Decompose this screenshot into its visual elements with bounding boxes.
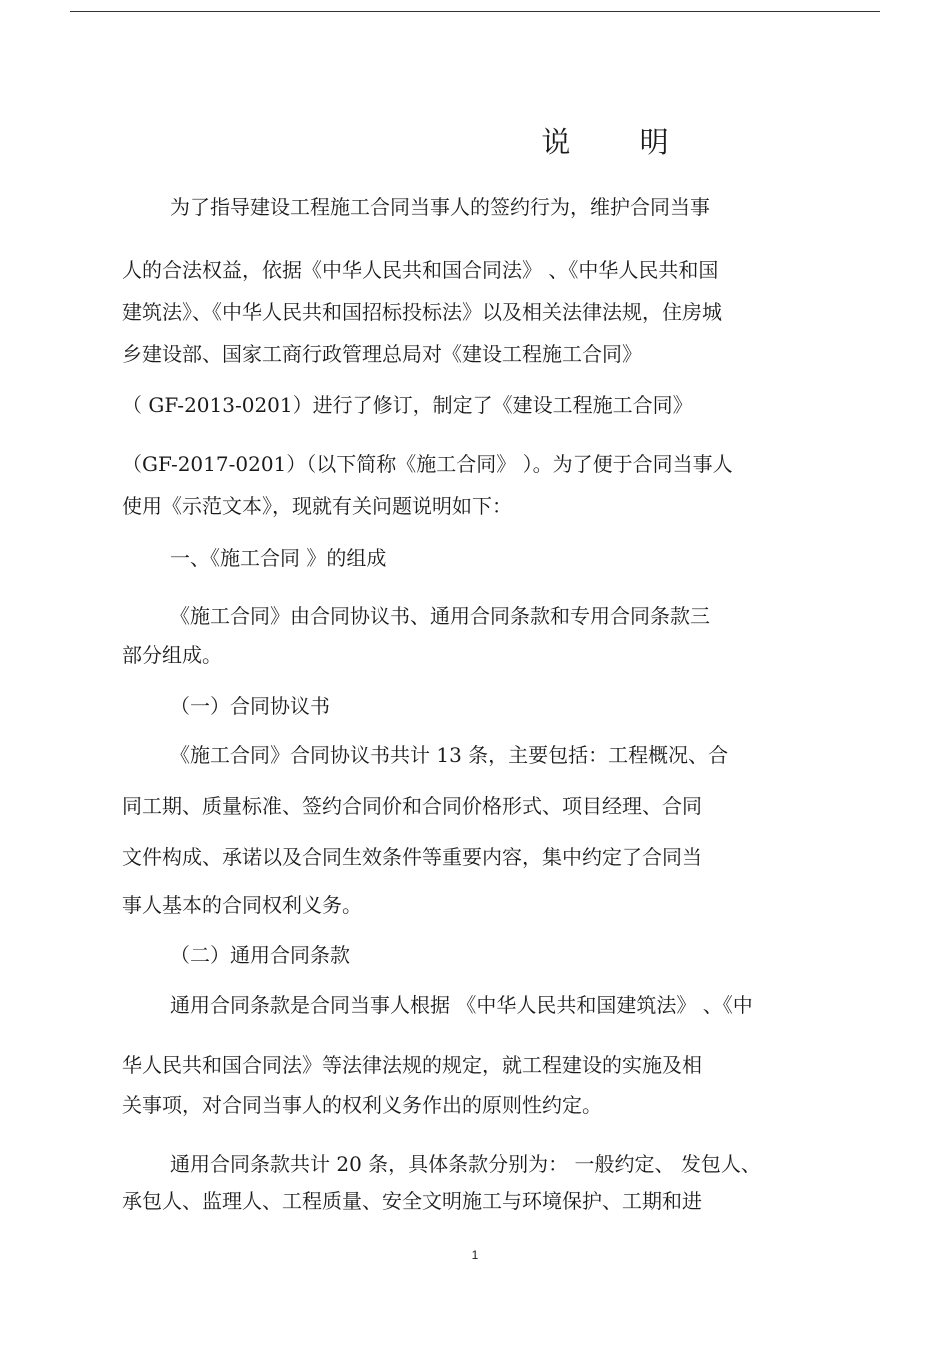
text-line: 关事项，对合同当事人的权利义务作出的原则性约定。 <box>122 1093 602 1117</box>
text-line: 事人基本的合同权利义务。 <box>122 893 362 917</box>
text-line: （GF-2017-0201）（以下简称《施工合同》 ）。为了便于合同当事人 <box>122 452 733 476</box>
text-line: 《施工合同》合同协议书共计 13 条，主要包括：工程概况、合 <box>170 743 729 767</box>
text-line: 承包人、监理人、工程质量、安全文明施工与环境保护、工期和进 <box>122 1189 702 1213</box>
text-line: 文件构成、承诺以及合同生效条件等重要内容，集中约定了合同当 <box>122 845 702 869</box>
text-line: 使用《示范文本》，现就有关问题说明如下： <box>122 494 512 518</box>
text-line: 华人民共和国合同法》等法律法规的规定，就工程建设的实施及相 <box>122 1053 702 1077</box>
text-line: 《施工合同》由合同协议书、通用合同条款和专用合同条款三 <box>170 604 710 628</box>
page-title: 说 明 <box>541 125 699 159</box>
text-line: 部分组成。 <box>122 643 222 667</box>
text-line: 为了指导建设工程施工合同当事人的签约行为，维护合同当事 <box>170 195 710 219</box>
text-line: （ GF-2013-0201）进行了修订，制定了《建设工程施工合同》 <box>122 393 693 417</box>
subsection-heading: （一）合同协议书 <box>170 694 330 718</box>
text-line: 乡建设部、国家工商行政管理总局对《建设工程施工合同》 <box>122 342 642 366</box>
page-number: 1 <box>471 1248 479 1262</box>
text-line: 人的合法权益，依据《中华人民共和国合同法》 、《中华人民共和国 <box>122 258 719 282</box>
text-line: 建筑法》、《中华人民共和国招标投标法》以及相关法律法规，住房城 <box>122 300 722 324</box>
text-line: 同工期、质量标准、签约合同价和合同价格形式、项目经理、合同 <box>122 794 702 818</box>
subsection-heading: （二）通用合同条款 <box>170 943 350 967</box>
text-line: 通用合同条款共计 20 条，具体条款分别为： 一般约定、 发包人、 <box>170 1152 761 1176</box>
header-rule <box>70 11 880 12</box>
section-heading: 一、《施工合同 》的组成 <box>170 546 387 570</box>
text-line: 通用合同条款是合同当事人根据 《中华人民共和国建筑法》 、《中 <box>170 993 753 1017</box>
